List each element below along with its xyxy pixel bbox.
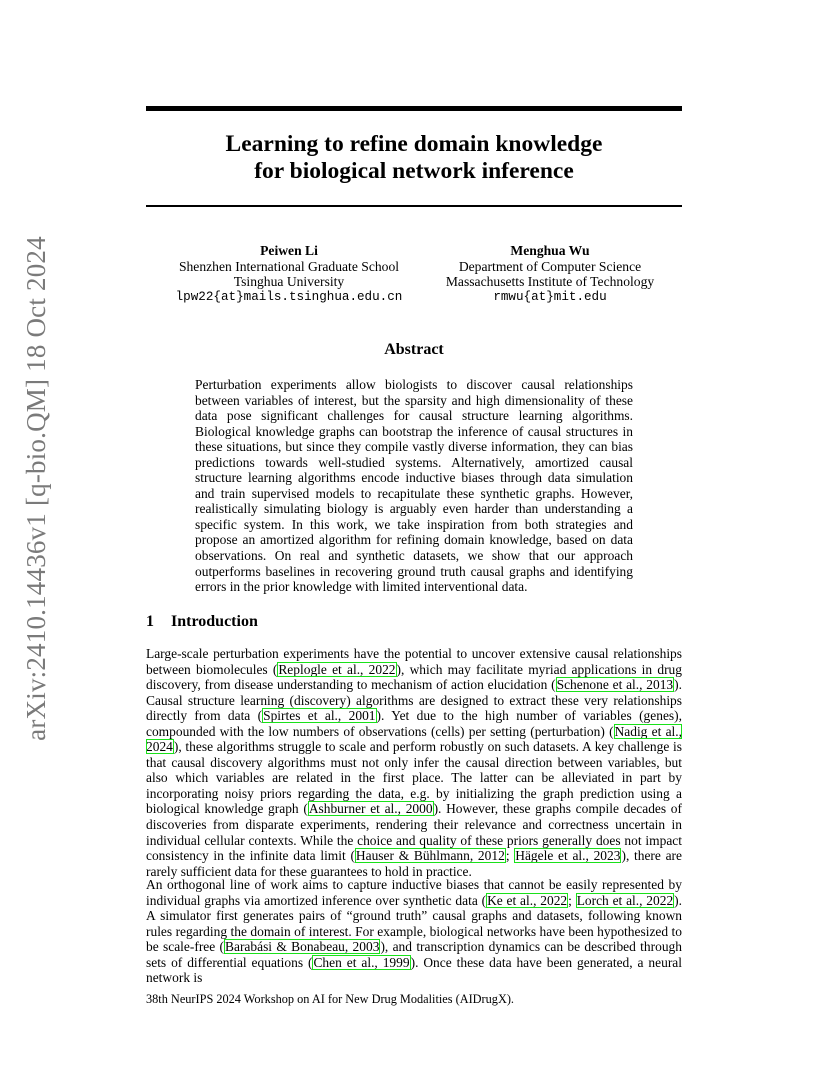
author-name: Menghua Wu xyxy=(510,243,590,258)
body-text: ). Once these data have been generated, a neural network is xyxy=(146,954,682,986)
author-affiliation: Department of Computer Science xyxy=(458,258,642,274)
body-text: An orthogonal line of work aims to capture inductive biases that cannot be easily represented by individual graphs via amortized inference over synthetic data ( xyxy=(146,877,682,908)
body-text: ; xyxy=(505,848,515,864)
citation-link[interactable]: Chen et al., 1999 xyxy=(313,954,410,970)
intro-paragraph-2 xyxy=(146,877,682,986)
body-text: ), and transcription dynamics can be described through sets of differential equations ( xyxy=(146,939,682,970)
citation-link[interactable]: Nadig et al., 2024 xyxy=(146,723,682,755)
section-number: 1 xyxy=(146,613,154,630)
citation-link[interactable]: Spirtes et al., 2001 xyxy=(263,708,376,724)
body-text: Large-scale perturbation experiments have the potential to uncover extensive causal relationships between biomolecules ( xyxy=(146,646,682,677)
citation-link[interactable]: Hauser & Bühlmann, 2012 xyxy=(355,848,505,864)
body-text: ; xyxy=(568,892,576,908)
citation-link[interactable]: Ashburner et al., 2000 xyxy=(308,801,433,817)
author-block xyxy=(428,243,672,305)
title-line-2: for biological network inference xyxy=(254,158,574,184)
section-heading xyxy=(146,613,258,631)
body-text: ), there are rarely sufficient data for these guarantees to hold in practice. xyxy=(146,848,682,879)
title-line-1: Learning to refine domain knowledge xyxy=(225,131,603,157)
author-block xyxy=(168,243,410,305)
body-text: ). However, these graphs compile decades of discoveries from disparate experiments, rendering their relevance and correctness uncertain in individual cellular contexts. While the choice and quality of these priors generally does not impact consistency in the infinite data limit ( xyxy=(146,801,682,864)
citation-link[interactable]: Lorch et al., 2022 xyxy=(576,892,674,908)
title-top-rule xyxy=(146,106,682,111)
citation-link[interactable]: Replogle et al., 2022 xyxy=(278,661,396,677)
body-text: ). Yet due to the high number of variables (genes), compounded with the low numbers of observations (cells) per setting (perturbation) ( xyxy=(146,708,682,739)
body-text: ), these algorithms struggle to scale and perform robustly on such datasets. A key challenge is that causal discovery algorithms must not only infer the causal direction between variables, but also which variables are related in the first place. The latter can be alleviated in part by incorporating noisy priors regarding the data, e.g. by initializing the graph prediction using a biological knowledge graph ( xyxy=(146,739,682,817)
abstract-heading: Abstract xyxy=(384,341,444,358)
arxiv-identifier xyxy=(6,235,66,741)
paper-title xyxy=(146,131,682,185)
venue-footnote: 38th NeurIPS 2024 Workshop on AI for New Drug Modalities (AIDrugX). xyxy=(146,992,514,1006)
body-text: ). Causal structure learning (discovery) algorithms are designed to extract these very relationships directly from data ( xyxy=(146,677,682,724)
citation-link[interactable]: Barabási & Bonabeau, 2003 xyxy=(225,939,380,955)
author-affiliation: Tsinghua University xyxy=(233,274,345,289)
arxiv-identifier-text: arXiv:2410.14436v1 [q-bio.QM] 18 Oct 2024 xyxy=(20,235,51,741)
author-affiliation: Shenzhen International Graduate School xyxy=(178,258,400,274)
author-email: lpw22{at}mails.tsinghua.edu.cn xyxy=(175,289,403,304)
abstract-text: Perturbation experiments allow biologists to discover causal relationships between variables of interest, but the sparsity and high dimensionality of these data pose significant challenges for causal structure learning algorithms. Biological knowledge graphs can bootstrap the inference of causal structures in these situations, but since they compile vastly diverse information, they can bias predictions towards well-studied systems. Alternatively, amortized causal structure learning algorithms encode inductive biases through data simulation and train supervised models to recapitulate these synthetic graphs. However, realistically simulating biology is arguably even harder than understanding a specific system. In this work, we take inspiration from both strategies and propose an amortized algorithm for refining domain knowledge, based on data observations. On real and synthetic datasets, we show that our approach outperforms baselines in recovering ground truth causal graphs and identifying errors in the prior knowledge with limited interventional data. xyxy=(195,377,633,595)
title-bottom-rule xyxy=(146,205,682,207)
body-text: ). A simulator first generates pairs of “ground truth” causal graphs and datasets, following known rules regarding the domain of interest. For example, biological networks have been hypothesized to be scale-free ( xyxy=(146,892,683,955)
citation-link[interactable]: Schenone et al., 2013 xyxy=(556,677,674,693)
citation-link[interactable]: Ke et al., 2022 xyxy=(487,892,568,908)
author-affiliation: Massachusetts Institute of Technology xyxy=(445,274,655,289)
author-email: rmwu{at}mit.edu xyxy=(493,289,607,304)
author-name: Peiwen Li xyxy=(260,243,318,258)
citation-link[interactable]: Hägele et al., 2023 xyxy=(515,848,621,864)
body-text: ), which may facilitate myriad applications in drug discovery, from disease understanding to mechanism of action elucidation ( xyxy=(146,661,682,693)
section-title: Introduction xyxy=(171,613,258,630)
intro-paragraph-1 xyxy=(146,646,682,879)
